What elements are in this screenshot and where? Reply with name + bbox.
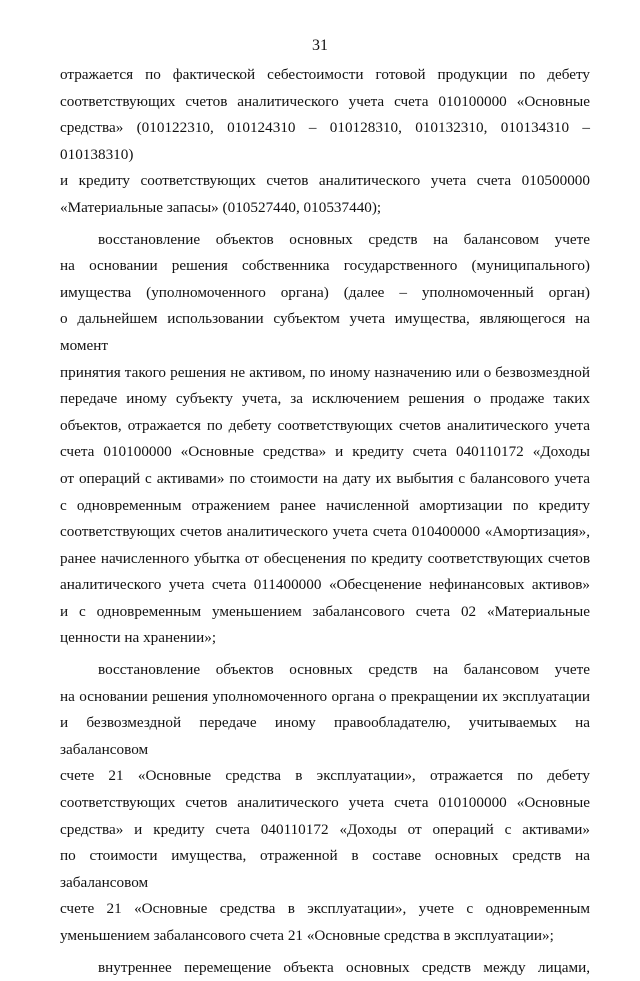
text-line: счете 21 «Основные средства в эксплуатации», учете с одновременным	[60, 900, 590, 918]
text-line: ранее начисленного убытка от обесценения по кредиту соответствующих счетов	[60, 549, 590, 567]
text-line: имущества (уполномоченного органа) (далее – уполномоченный орган)	[60, 283, 590, 301]
page-number: 31	[312, 37, 328, 54]
text-line: и безвозмездной передаче иному правообладателю, учитываемых на забалансовом	[60, 714, 590, 758]
text-line: объектов, отражается по дебету соответствующих счетов аналитического учета	[60, 416, 590, 434]
text-line: внутреннее перемещение объекта основных средств между лицами,	[98, 958, 590, 976]
paragraph-4	[60, 955, 590, 981]
text-line: соответствующих счетов аналитического учета счета 010400000 «Амортизация»,	[60, 523, 590, 541]
text-line: и кредиту соответствующих счетов аналитического учета счета 010500000	[60, 172, 590, 190]
text-line: передаче иному субъекту учета, за исключением решения о продаже таких	[60, 390, 590, 408]
paragraph-3	[60, 657, 590, 950]
text-line: по стоимости имущества, отраженной в составе основных средств на забалансовом	[60, 847, 590, 891]
document-body	[60, 62, 590, 981]
text-line: восстановление объектов основных средств на балансовом учете	[98, 661, 590, 679]
text-line: аналитического учета счета 011400000 «Обесценение нефинансовых активов»	[60, 576, 590, 594]
text-line: ценности на хранении»;	[60, 629, 217, 647]
text-line: отражается по фактической себестоимости готовой продукции по дебету	[60, 66, 590, 83]
text-line: на основании решения собственника государственного (муниципального)	[60, 257, 590, 275]
text-line: уменьшением забалансового счета 21 «Основные средства в эксплуатации»;	[60, 927, 554, 944]
text-line: принятия такого решения не активом, по иному назначению или о безвозмездной	[60, 363, 590, 381]
text-line: восстановление объектов основных средств на балансовом учете	[98, 230, 590, 248]
text-line: счета 010100000 «Основные средства» и кредиту счета 040110172 «Доходы	[60, 443, 590, 461]
text-line: счете 21 «Основные средства в эксплуатации», отражается по дебету	[60, 767, 590, 785]
text-line: «Материальные запасы» (010527440, 010537440);	[60, 198, 382, 216]
text-line: на основании решения уполномоченного органа о прекращении их эксплуатации	[60, 687, 590, 705]
paragraph-2	[60, 227, 590, 653]
text-line: средства» и кредиту счета 040110172 «Доходы от операций с активами»	[60, 820, 590, 838]
paragraph-1	[60, 62, 590, 222]
text-line: от операций с активами» по стоимости на дату их выбытия с балансового учета	[60, 469, 590, 487]
text-line: средства» (010122310, 010124310 – 010128310, 010132310, 010134310 – 010138310)	[60, 119, 590, 163]
text-line: и с одновременным уменьшением забалансового счета 02 «Материальные	[60, 602, 590, 620]
text-line: соответствующих счетов аналитического учета счета 010100000 «Основные	[60, 92, 590, 110]
text-line: с одновременным отражением ранее начисленной амортизации по кредиту	[60, 496, 590, 514]
text-line: соответствующих счетов аналитического учета счета 010100000 «Основные	[60, 794, 590, 812]
text-line: о дальнейшем использовании субъектом учета имущества, являющегося на момент	[60, 310, 590, 354]
